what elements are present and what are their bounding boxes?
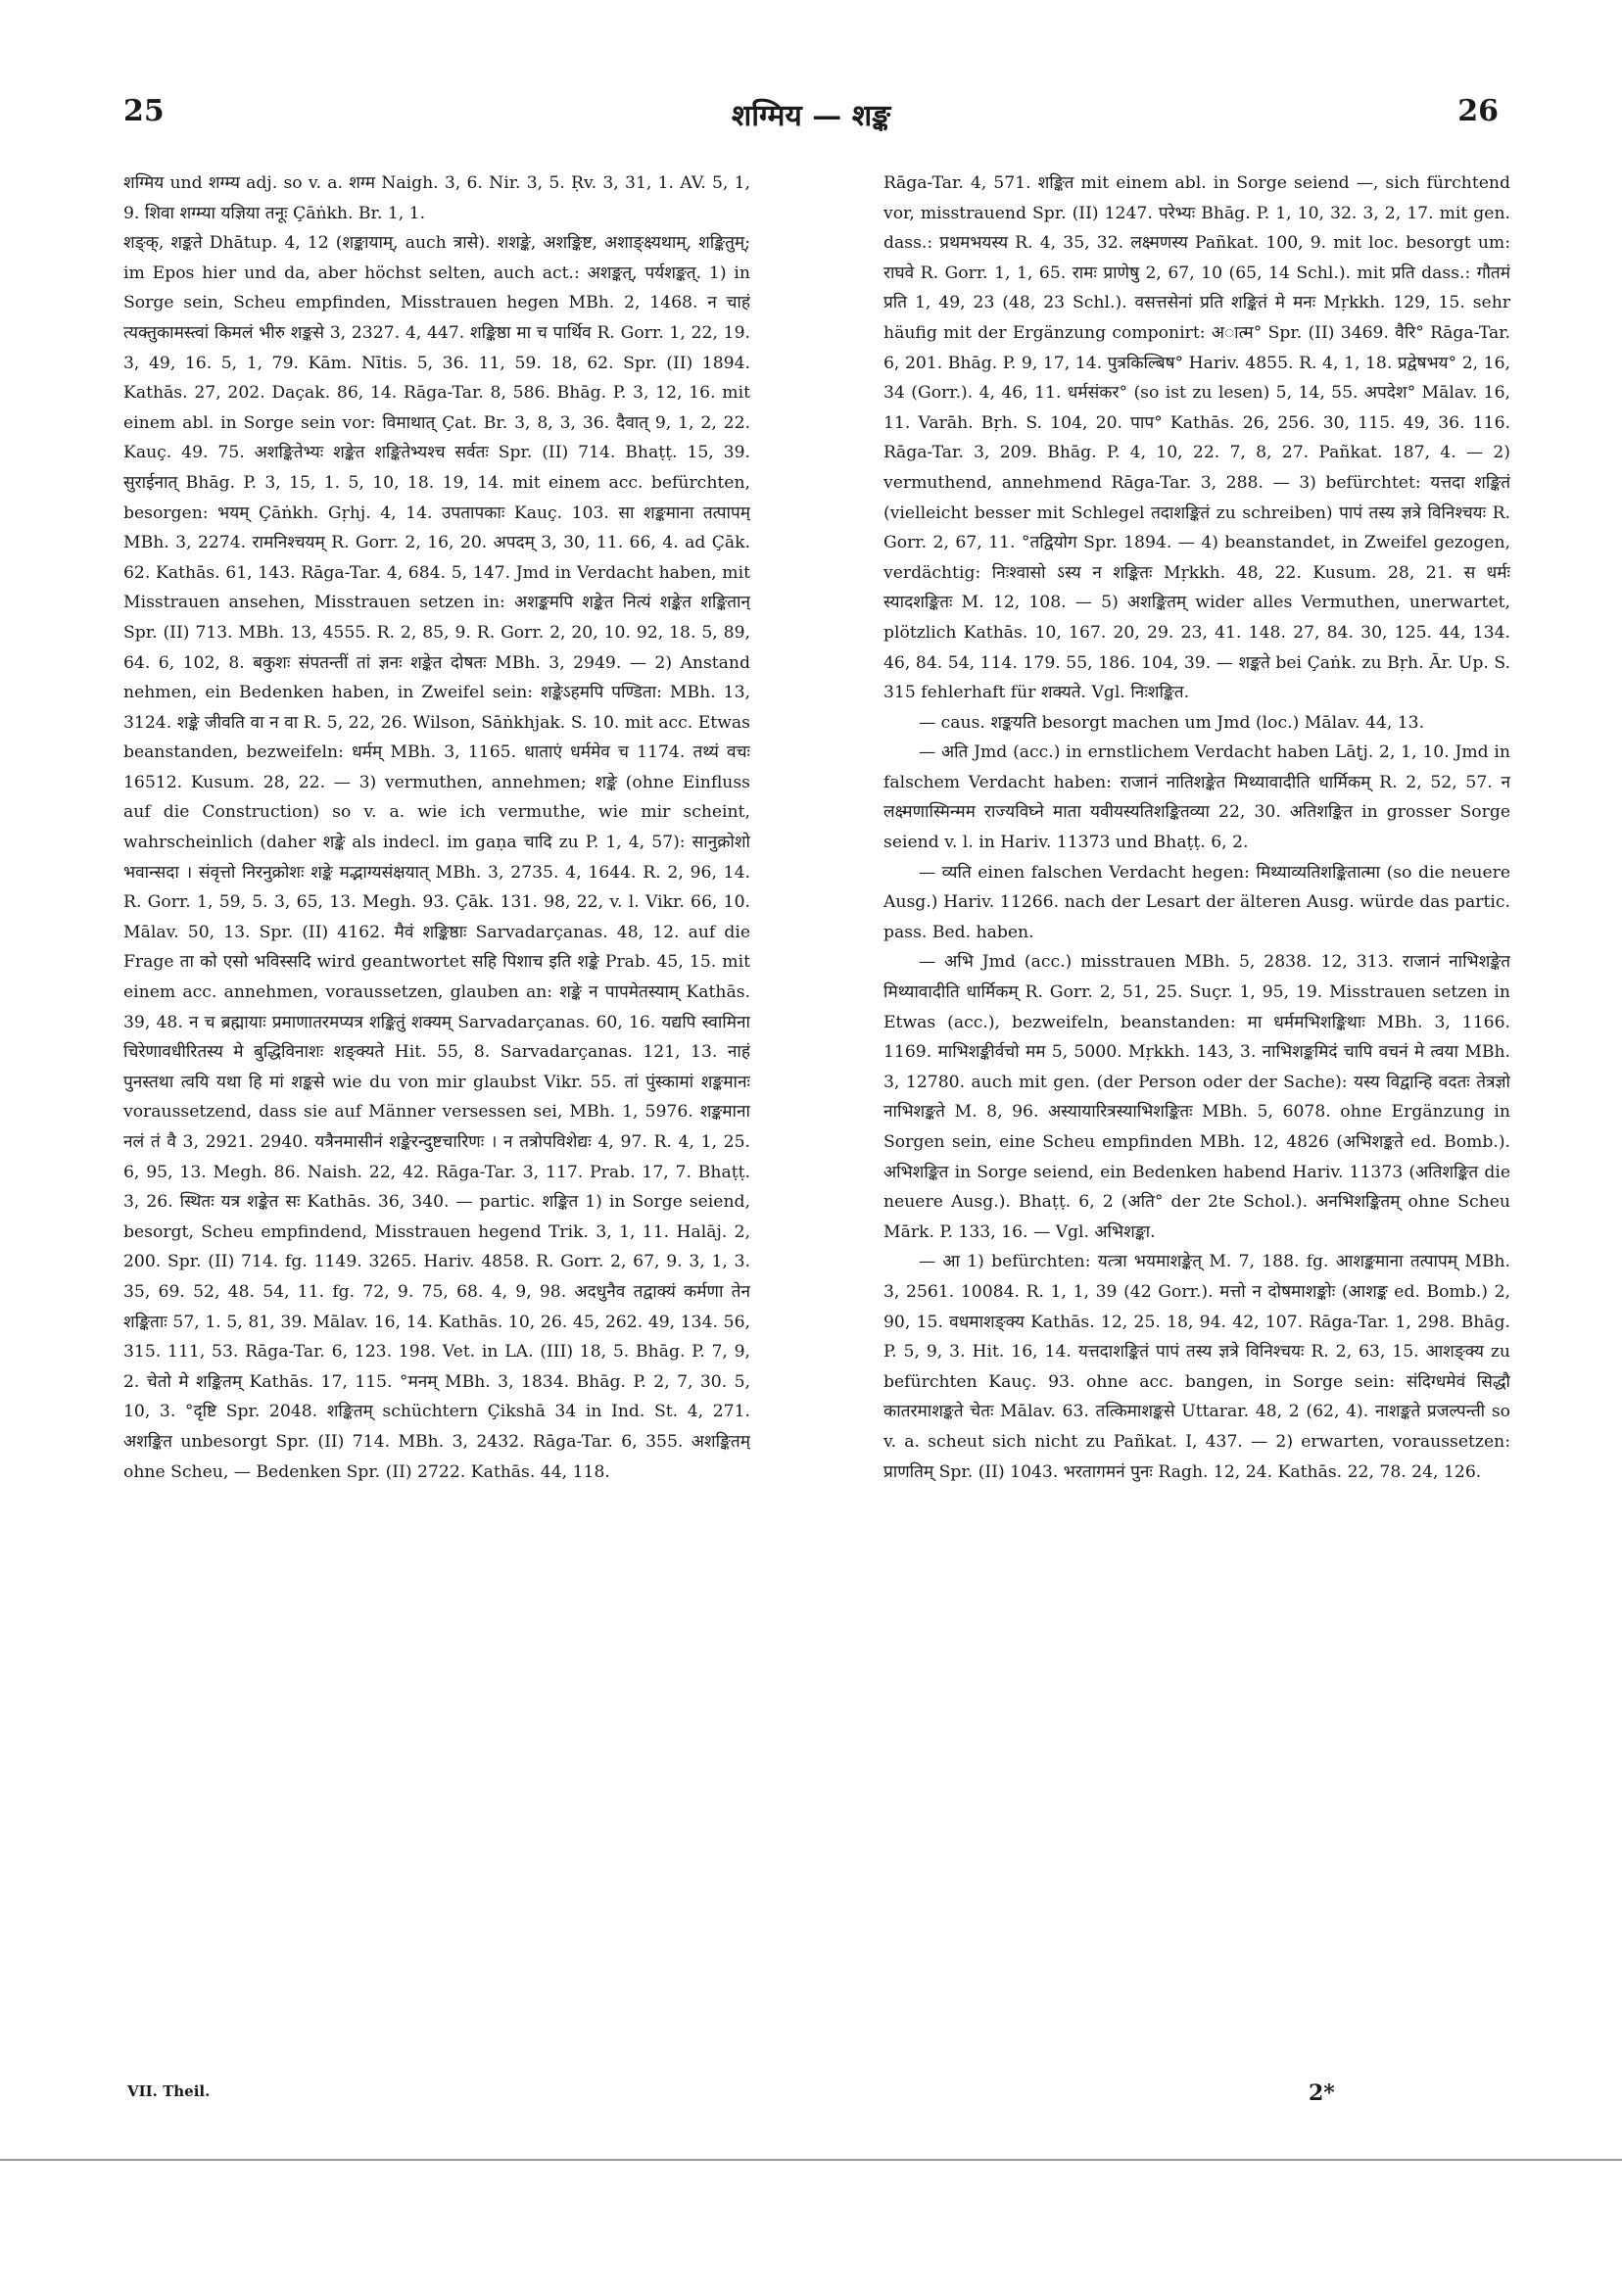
right-column [883,168,1510,2079]
right-column-paragraph: — आ 1) befürchten: यत्त्रा भयमाशङ्केत् M. 7, 188. fg. आशङ्कमाना तत्पापम् MBh. 3, 2561. 10084. R. 1, 1, 39 (42 Gorr.). मत्तो न दोषमाशङ्कोः (आशङ्क ed. Bomb.) 2, 90, 15. वधमाशङ्क्य Kathās. 12, 25. 18, 94. 42, 107. Rāga-Tar. 1, 298. Bhāg. P. 5, 9, 3. Hit. 16, 14. यत्तदाशङ्कितं पापं तस्य ज्ञत्रे विनिश्चयः R. 2, 63, 15. आशङ्क्य zu befürchten Kauç. 93. ohne acc. bangen, in Sorge sein: संदिग्धमेवं सिद्धौ कातरमाशङ्कते चेतः Mālav. 63. तत्किमाशङ्कसे Uttarar. 48, 2 (62, 4). नाशङ्कते प्रजल्पन्ती so v. a. scheut sich nicht zu Pañkat. I, 437. — 2) erwarten, voraussetzen: प्राणतिम् Spr. (II) 1043. भरतागमनं पुनः Ragh. 12, 24. Kathās. 22, 78. 24, 126. [883,1252,1510,1482]
running-head: शग्मिय — शङ्क [731,99,891,133]
right-column-paragraph: Rāga-Tar. 4, 571. शङ्कित mit einem abl. in Sorge seiend —, sich fürchtend vor, misstrauend Spr. (II) 1247. परेभ्यः Bhāg. P. 1, 10, 32. 3, 2, 17. mit gen. dass.: प्रथमभयस्य R. 4, 35, 32. लक्ष्मणस्य Pañkat. 100, 9. mit loc. besorgt um: राघवे R. Gorr. 1, 1, 65. रामः प्राणेषु 2, 67, 10 (65, 14 Schl.). mit प्रति dass.: गौतमं प्रति 1, 49, 23 (48, 23 Schl.). वसत्तसेनां प्रति शङ्कितं मे मनः Mṛkkh. 129, 15. sehr häufig mit der Ergänzung componirt: अात्म° Spr. (II) 3469. वैरि° Rāga-Tar. 6, 201. Bhāg. P. 9, 17, 14. पुत्रकिल्बिष° Hariv. 4855. R. 4, 1, 18. प्रद्वेषभय° 2, 16, 34 (Gorr.). 4, 46, 11. धर्मसंकर° (so ist zu lesen) 5, 14, 55. अपदेश° Mālav. 16, 11. Varāh. Bṛh. S. 104, 20. पाप° Kathās. 26, 256. 30, 115. 49, 36. 116. Rāga-Tar. 3, 209. Bhāg. P. 4, 10, 22. 7, 8, 27. Pañkat. 187, 4. — 2) vermuthend, annehmend Rāga-Tar. 3, 288. — 3) befürchtet: यत्तदा शङ्कितं (vielleicht besser mit Schlegel तदाशङ्कितं zu schreiben) पापं तस्य ज्ञत्रे विनिश्चयः R. Gorr. 2, 67, 11. °तद्वियोग Spr. 1894. — 4) beanstandet, in Zweifel gezogen, verdächtig: निःश्वासो ऽस्य न शङ्कितः Mṛkkh. 48, 22. Kusum. 28, 21. स धर्मः स्यादशङ्कितः M. 12, 108. — 5) अशङ्कितम् wider alles Vermuthen, unerwartet, plötzlich Kathās. 10, 167. 20, 29. 23, 41. 148. 27, 84. 30, 125. 44, 134. 46, 84. 54, 114. 179. 55, 186. 104, 39. — शङ्कते bei Çaṅk. zu Bṛh. Ār. Up. S. 315 fehlerhaft für शक्यते. Vgl. निःशङ्कित. [883,173,1510,703]
right-column-paragraph: — अभि Jmd (acc.) misstrauen MBh. 5, 2838. 12, 313. राजानं नाभिशङ्केत मिथ्यावादीति धार्मिकम् R. Gorr. 2, 51, 25. Suçr. 1, 95, 19. Misstrauen setzen in Etwas (acc.), bezweifeln, beanstanden: मा धर्ममभिशङ्किथाः MBh. 3, 1166. 1169. माभिशङ्कीर्वचो मम 5, 5000. Mṛkkh. 143, 3. नाभिशङ्कमिदं चापि वचनं मे त्वया MBh. 3, 12780. auch mit gen. (der Person oder der Sache): यस्य विद्वान्हि वदतः तेत्रज्ञो नाभिशङ्कते M. 8, 96. अस्यायारित्रस्याभिशङ्कितः MBh. 5, 6078. ohne Ergänzung in Sorgen sein, eine Scheu empfinden MBh. 12, 4826 (अभिशङ्कते ed. Bomb.). अभिशङ्कित in Sorge seiend, ein Bedenken habend Hariv. 11373 (अतिशङ्कित die neuere Ausg.). Bhaṭṭ. 6, 2 (अति° der 2te Schol.). अनभिशङ्कितम् ohne Scheu Mārk. P. 133, 16. — Vgl. अभिशङ्का. [883,952,1510,1242]
left-column-paragraph: शग्मिय und शग्म्य adj. so v. a. शग्म Naigh. 3, 6. Nir. 3, 5. Ṛv. 3, 31, 1. AV. 5, 1, 9. शिवा शग्म्या यज्ञिया तनूः Çāṅkh. Br. 1, 1. [123,173,750,223]
left-column [123,168,750,2079]
right-column-paragraph: — व्यति einen falschen Verdacht hegen: मिथ्याव्यतिशङ्कितात्मा (so die neuere Ausg.) Hariv. 11266. nach der Lesart der älteren Ausg. würde das partic. pass. Bed. haben. [883,862,1510,942]
signature-mark: 2* [1309,2081,1335,2106]
volume-footer: VII. Theil. [127,2082,211,2100]
right-column-paragraph: — caus. शङ्कयति besorgt machen um Jmd (loc.) Mālav. 44, 13. [919,712,1425,733]
page-number-right: 26 [1457,94,1499,128]
bottom-rule [0,2159,1622,2161]
left-column-paragraph: शङ्क्, शङ्कते Dhātup. 4, 12 (शङ्कायाम्, auch त्रासे). शशङ्के, अशङ्किष्ट, अशाङ्क्ष्यथाम्, शङ्कितुम्; im Epos hier und da, aber höchst selten, auch act.: अशङ्कत्, पर्यशङ्कत्. 1) in Sorge sein, Scheu empfinden, Misstrauen hegen MBh. 2, 1468. न चाहं त्यक्तुकामस्त्वां किमलं भीरु शङ्कसे 3, 2327. 4, 447. शङ्किष्ठा मा च पार्थिव R. Gorr. 1, 22, 19. 3, 49, 16. 5, 1, 79. Kām. Nītis. 5, 36. 11, 59. 18, 62. Spr. (II) 1894. Kathās. 27, 202. Daçak. 86, 14. Rāga-Tar. 8, 586. Bhāg. P. 3, 12, 16. mit einem abl. in Sorge sein vor: विमाथात् Çat. Br. 3, 8, 3, 36. दैवात् 9, 1, 2, 22. Kauç. 49. 75. अशङ्कितेभ्यः शङ्केत शङ्कितेभ्यश्च सर्वतः Spr. (II) 714. Bhaṭṭ. 15, 39. सुराईनात् Bhāg. P. 3, 15, 1. 5, 10, 18. 19, 14. mit einem acc. befürchten, besorgen: भयम् Çāṅkh. Gṛhj. 4, 14. उपतापकाः Kauç. 103. सा शङ्कमाना तत्पापम् MBh. 3, 2274. रामनिश्चयम् R. Gorr. 2, 16, 20. अपदम् 3, 30, 11. 66, 4. ad Çāk. 62. Kathās. 61, 143. Rāga-Tar. 4, 684. 5, 147. Jmd in Verdacht haben, mit Misstrauen ansehen, Misstrauen setzen in: अशङ्कमपि शङ्केत नित्यं शङ्केत शङ्कितान् Spr. (II) 713. MBh. 13, 4555. R. 2, 85, 9. R. Gorr. 2, 20, 10. 92, 18. 5, 89, 64. 6, 102, 8. बकुशः संपतन्तीं तां ज्ञनः शङ्केत दोषतः MBh. 3, 2949. — 2) Anstand nehmen, ein Bedenken haben, in Zweifel sein: शङ्केऽहमपि पण्डिता: MBh. 13, 3124. शङ्के जीवति वा न वा R. 5, 22, 26. Wilson, Sāṅkhjak. S. 10. mit acc. Etwas beanstanden, bezweifeln: धर्मम् MBh. 3, 1165. धाताएं धर्ममेव च 1174. तथ्यं वचः 16512. Kusum. 28, 22. — 3) vermuthen, annehmen; शङ्के (ohne Einfluss auf die Construction) so v. a. wie ich vermuthe, wie mir scheint, wahrscheinlich (daher शङ्के als indecl. im gaṇa चादि zu P. 1, 4, 57): सानुक्रोशो भवान्सदा । संवृत्तो निरनुक्रोशः शङ्के मद्भाग्यसंक्षयात् MBh. 3, 2735. 4, 1644. R. 2, 96, 14. R. Gorr. 1, 59, 5. 3, 65, 13. Megh. 93. Çāk. 131. 98, 22, v. l. Vikr. 66, 10. Mālav. 50, 13. Spr. (II) 4162. मैवं शङ्किष्ठाः Sarvadarçanas. 48, 12. auf die Frage ता को एसो भविस्सदि wird geantwortet सहि पिशाच इति शङ्के Prab. 45, 15. mit einem acc. annehmen, voraussetzen, glauben an: शङ्के न पापमेतस्याम् Kathās. 39, 48. न च ब्रह्मायाः प्रमाणातरमप्यत्र शङ्कितुं शक्यम् Sarvadarçanas. 60, 16. यद्यपि स्वामिना चिरेणावधीरितस्य मे बुद्धिविनाशः शङ्क्यते Hit. 55, 8. Sarvadarçanas. 121, 13. नाहं पुनस्तथा त्वयि यथा हि मां शङ्कसे wie du von mir glaubst Vikr. 55. तां पुंस्कामां शङ्कमानः voraussetzend, dass sie auf Männer versessen sei, MBh. 1, 5976. शङ्कमाना नलं तं वै 3, 2921. 2940. यत्रैनमासीनं शङ्केरन्दुष्टचारिणः । न तत्रोपविशेद्यः 4, 97. R. 4, 1, 25. 6, 95, 13. Megh. 86. Naish. 22, 42. Rāga-Tar. 3, 117. Prab. 17, 7. Bhaṭṭ. 3, 26. स्थितः यत्र शङ्केत सः Kathās. 36, 340. — partic. शङ्कित 1) in Sorge seiend, besorgt, Scheu empfindend, Misstrauen hegend Trik. 3, 1, 11. Halāj. 2, 200. Spr. (II) 714. fg. 1149. 3265. Hariv. 4858. R. Gorr. 2, 67, 9. 3, 1, 3. 35, 69. 52, 48. 54, 11. fg. 72, 9. 75, 68. 4, 9, 98. अदधुनैव तद्वाक्यं कर्मणा तेन शङ्किताः 57, 1. 5, 81, 39. Mālav. 16, 14. Kathās. 10, 26. 45, 262. 49, 134. 56, 315. 111, 53. Rāga-Tar. 6, 123. 198. Vet. in LA. (III) 18, 5. Bhāg. P. 7, 9, 2. चेतो मे शङ्कितम् Kathās. 17, 115. °मनम् MBh. 3, 1834. Bhāg. P. 2, 7, 30. 5, 10, 3. °दृष्टि Spr. 2048. शङ्कितम् schüchtern Çikshā 34 in Ind. St. 4, 271. अशङ्कित unbesorgt Spr. (II) 714. MBh. 3, 2432. Rāga-Tar. 6, 355. अशङ्कितम् ohne Scheu, — Bedenken Spr. (II) 2722. Kathās. 44, 118. [123,233,750,1482]
page-header [0,94,1622,143]
page-number-left: 25 [123,94,165,128]
right-column-paragraph: — अति Jmd (acc.) in ernstlichem Verdacht haben Lāṭj. 2, 1, 10. Jmd in falschem Verdacht haben: राजानं नातिशङ्केत मिथ्यावादीति धार्मिकम् R. 2, 52, 57. न लक्ष्मणास्मिन्मम राज्यविघ्ने माता यवीयस्यतिशङ्कितव्या 22, 30. अतिशङ्कित in grosser Sorge seiend v. l. in Hariv. 11373 und Bhaṭṭ. 6, 2. [883,742,1510,853]
